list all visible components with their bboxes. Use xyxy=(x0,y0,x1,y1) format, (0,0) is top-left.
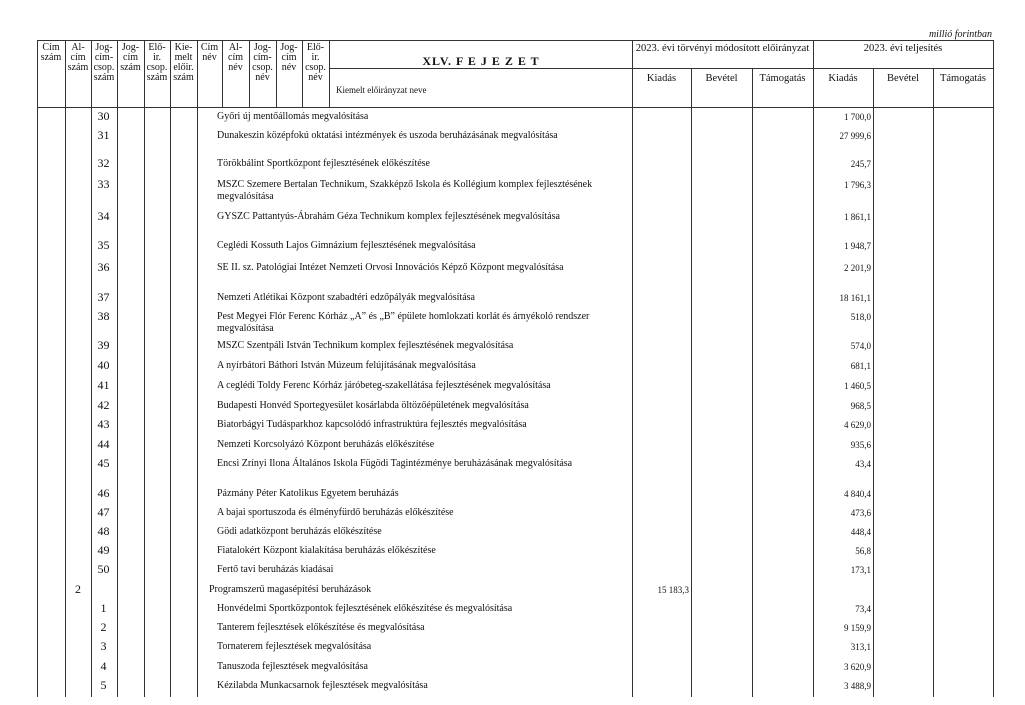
row-number: 38 xyxy=(97,309,110,323)
sub-column-header: Kiadás xyxy=(646,73,677,84)
row-name: Gödi adatközpont beruházás előkészítése xyxy=(217,526,382,537)
teljesites-kiadas: 3 620,9 xyxy=(844,662,871,672)
teljesites-kiadas: 1 460,5 xyxy=(844,381,871,391)
column-divider xyxy=(37,107,38,697)
teljesites-kiadas: 1 948,7 xyxy=(844,241,871,251)
teljesites-kiadas: 245,7 xyxy=(850,159,871,169)
row-name: Győri új mentőállomás megvalósítása xyxy=(217,111,369,122)
row-number: 35 xyxy=(97,238,110,252)
torvenyi-kiadas: 15 183,3 xyxy=(657,585,689,595)
row-number: 5 xyxy=(100,678,107,692)
code-column-header: Al- cím név xyxy=(228,42,243,73)
teljesites-kiadas: 313,1 xyxy=(850,642,871,652)
column-divider xyxy=(117,107,118,697)
code-column-header: Cím név xyxy=(200,42,219,63)
row-name: A bajai sportuszoda és élményfürdő beruházás előkészítése xyxy=(217,507,454,518)
row-number: 40 xyxy=(97,358,110,372)
teljesites-kiadas: 2 201,9 xyxy=(844,263,871,273)
row-number: 31 xyxy=(97,128,110,142)
row-name: Tornaterem fejlesztések megvalósítása xyxy=(217,641,372,652)
column-divider xyxy=(691,107,692,697)
column-divider xyxy=(752,107,753,697)
code-column-header: Elő- ir. csop. szám xyxy=(146,42,168,83)
row-name: Honvédelmi Sportközpontok fejlesztésének előkészítése és megvalósítása xyxy=(217,603,513,614)
row-name: Nemzeti Atlétikai Központ szabadtéri edzőpályák megvalósítása xyxy=(217,292,475,303)
chapter-title: XLV. F E J E Z E T xyxy=(422,54,540,68)
row-name: Törökbálint Sportközpont fejlesztésének előkészítése xyxy=(217,158,430,169)
row-name: Fertő tavi beruházás kiadásai xyxy=(217,564,334,575)
row-divider xyxy=(37,107,994,108)
teljesites-kiadas: 73,4 xyxy=(855,604,871,614)
row-name: Nemzeti Korcsolyázó Központ beruházás előkészítése xyxy=(217,439,435,450)
row-name: Encsi Zrínyi Ilona Általános Iskola Fügödi Tagintézménye beruházásának megvalósítása xyxy=(217,458,573,469)
teljesites-kiadas: 574,0 xyxy=(850,341,871,351)
column-divider xyxy=(873,107,874,697)
code-column-header: Jog- cím név xyxy=(280,42,298,73)
row-number: 43 xyxy=(97,417,110,431)
row-name: GYSZC Pattantyús-Ábrahám Géza Technikum komplex fejlesztésének megvalósítása xyxy=(217,211,560,222)
row-name: Biatorbágyi Tudásparkhoz kapcsolódó infrastruktúra fejlesztés megvalósítása xyxy=(217,419,527,430)
column-divider xyxy=(933,107,934,697)
row-number: 36 xyxy=(97,260,110,274)
code-column-header: Jog- cím- csop. szám xyxy=(93,42,115,83)
teljesites-kiadas: 448,4 xyxy=(850,527,871,537)
teljesites-kiadas: 935,6 xyxy=(850,440,871,450)
sub-column-header: Támogatás xyxy=(759,73,806,84)
column-divider xyxy=(144,107,145,697)
teljesites-kiadas: 18 161,1 xyxy=(839,293,871,303)
code-column-header: Kie- melt előir. szám xyxy=(173,42,194,83)
teljesites-kiadas: 3 488,9 xyxy=(844,681,871,691)
row-name: Kézilabda Munkacsarnok fejlesztések megvalósítása xyxy=(217,680,428,691)
row-name: Tanuszoda fejlesztések megvalósítása xyxy=(217,661,368,672)
row-number: 32 xyxy=(97,156,110,170)
sub-column-header: Támogatás xyxy=(939,73,987,84)
row-number: 39 xyxy=(97,338,110,352)
sub-column-header: Bevétel xyxy=(886,73,920,84)
teljesites-kiadas: 173,1 xyxy=(850,565,871,575)
row-name: A nyírbátori Báthori István Múzeum felújításának megvalósítása xyxy=(217,360,476,371)
row-number: 34 xyxy=(97,209,110,223)
teljesites-kiadas: 1 700,0 xyxy=(844,112,871,122)
alcim-number: 2 xyxy=(75,582,81,596)
teljesites-kiadas: 968,5 xyxy=(850,401,871,411)
teljesites-kiadas: 4 840,4 xyxy=(844,489,871,499)
row-name: SE II. sz. Patológiai Intézet Nemzeti Orvosi Innovációs Képző Központ megvalósítása xyxy=(217,262,564,273)
row-name: MSZC Szemere Bertalan Technikum, Szakképző Iskola és Kollégium komplex fejlesztésének megvalósítása xyxy=(217,179,593,202)
teljesites-kiadas: 681,1 xyxy=(850,361,871,371)
row-number: 2 xyxy=(100,620,107,634)
row-number: 41 xyxy=(97,378,110,392)
row-number: 3 xyxy=(100,639,107,653)
column-divider xyxy=(993,40,994,107)
teljesites-kiadas: 4 629,0 xyxy=(844,420,871,430)
unit-label: millió forintban xyxy=(928,29,992,40)
row-number: 47 xyxy=(97,505,110,519)
row-name: MSZC Szentpáli István Technikum komplex fejlesztésének megvalósítása xyxy=(217,340,514,351)
row-name: Ceglédi Kossuth Lajos Gimnázium fejlesztésének megvalósítása xyxy=(217,240,476,251)
name-column-header: Kiemelt előirányzat neve xyxy=(336,85,427,95)
row-number: 1 xyxy=(100,601,107,615)
code-column-header: Jog- cím- csop. név xyxy=(252,42,273,83)
column-divider xyxy=(197,107,198,697)
column-divider xyxy=(329,40,330,107)
teljesites-kiadas: 1 861,1 xyxy=(844,212,871,222)
row-name: Budapesti Honvéd Sportegyesület kosárlabda öltözőépületének megvalósítása xyxy=(217,400,529,411)
code-column-header: Jog- cím szám xyxy=(120,42,141,73)
row-name: Tanterem fejlesztések előkészítése és megvalósítása xyxy=(217,622,425,633)
row-name: Dunakeszin középfokú oktatási intézmények és uszoda beruházásának megvalósítása xyxy=(217,130,558,141)
row-name: Fiatalokért Központ kialakítása beruházás előkészítése xyxy=(217,545,436,556)
row-number: 49 xyxy=(97,543,110,557)
row-number: 50 xyxy=(97,562,110,576)
sub-column-header: Kiadás xyxy=(828,73,858,84)
row-number: 30 xyxy=(97,109,110,123)
row-name: Programszerű magasépítési beruházások xyxy=(209,584,372,595)
row-name: Pest Megyei Flór Ferenc Kórház „A” és „B” épülete homlokzati korlát és árnyékoló rendszer megvalósítása xyxy=(217,311,590,334)
group-header-torvenyi: 2023. évi törvényi módosított előirányzat xyxy=(635,43,810,54)
row-number: 44 xyxy=(97,437,110,451)
teljesites-kiadas: 43,4 xyxy=(855,459,871,469)
column-divider xyxy=(993,107,994,697)
row-number: 37 xyxy=(97,290,110,304)
row-number: 45 xyxy=(97,456,110,470)
teljesites-kiadas: 473,6 xyxy=(850,508,871,518)
column-divider xyxy=(65,107,66,697)
code-column-header: Elő- ir. csop. név xyxy=(305,42,326,83)
row-number: 48 xyxy=(97,524,110,538)
row-name: A ceglédi Toldy Ferenc Kórház járóbeteg-szakellátása fejlesztésének megvalósítása xyxy=(217,380,551,391)
row-number: 46 xyxy=(97,486,110,500)
column-divider xyxy=(632,107,633,697)
teljesites-kiadas: 56,8 xyxy=(855,546,871,556)
code-column-header: Cím szám xyxy=(40,42,62,63)
teljesites-kiadas: 9 159,9 xyxy=(844,623,871,633)
column-divider xyxy=(170,107,171,697)
code-column-header: Al- cím szám xyxy=(67,42,89,73)
row-number: 33 xyxy=(97,177,110,191)
group-header-teljesites: 2023. évi teljesítés xyxy=(863,43,943,54)
row-divider xyxy=(37,40,994,41)
teljesites-kiadas: 1 796,3 xyxy=(844,180,871,190)
row-number: 4 xyxy=(100,659,107,673)
teljesites-kiadas: 518,0 xyxy=(850,312,871,322)
sub-column-header: Bevétel xyxy=(705,73,738,84)
teljesites-kiadas: 27 999,6 xyxy=(839,131,871,141)
row-number: 42 xyxy=(97,398,110,412)
row-name: Pázmány Péter Katolikus Egyetem beruházás xyxy=(217,488,399,499)
